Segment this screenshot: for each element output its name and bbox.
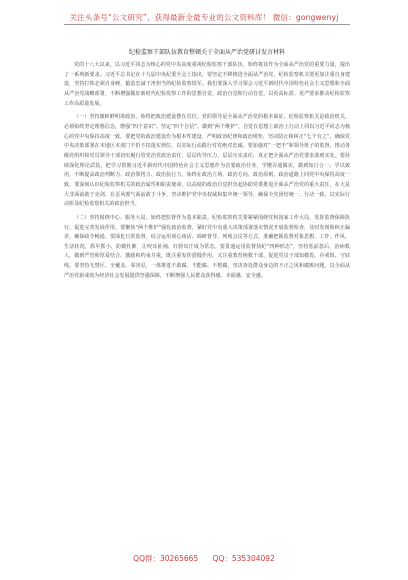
document-body (64, 48, 350, 548)
footer-qq-group: QQ群：30265665 (133, 554, 199, 563)
paragraph-section-2: （二）坚持围绕中心、服务大局，始终把监督作为基本职责。纪检监察机关要紧紧围绕党和国家工作大局，发挥监督保障执行、促进完善发展作用。要聚焦“两个维护”强化政治监督，紧盯党中央重大决策部署落实情况开展监督检查，及时发现和纠正偏差，确保政令畅通。要深化日常监督，综合运用谈心谈话、调研督导、列席会议等方式，准确把握监督对象思想、工作、作风、生活状况，抓早抓小、防微杜渐，让咬耳扯袖、红脸出汗成为常态。要贯通运用监督执纪“四种形态”，坚持惩前毖后、治病救人，做到严管和厚爱结合、激励和约束并重，既注重发挥震慑作用，又注重教育挽救干部，促进党员干部知敬畏、存戒惧、守底线。要坚持无禁区、全覆盖、零容忍，一体推进不敢腐、不能腐、不想腐，坚决查处群众身边的不正之风和腐败问题，以全面从严治党新成效为经济社会发展提供坚强保障，不断增强人民群众获得感、幸福感、安全感。 (64, 214, 350, 279)
document-title: 纪检监察干部队伍教育整顿关于全面从严治党研讨发言材料 (128, 49, 285, 56)
header-banner: 关注头条号“公文研究”，获得最新全最专业的公文资料库！ 微信：gongwenyj (69, 13, 339, 22)
paragraph-section-1: （一）坚持旗帜鲜明讲政治，始终把政治建设摆在首位。党的领导是全面从严治党的根本保证。纪检监察机关是政治机关，必须始终坚定理想信念，增强“四个意识”、坚定“四个自信”、做到“两个维护”，自觉在思想上政治上行动上同以习近平同志为核心的党中央保持高度一致。要把党的政治建设作为根本性建设，严明政治纪律和政治规矩，坚决防止和纠正“七个有之”，确保党中央决策部署在本地区本部门不折不扣落实到位，以实际行动践行对党绝对忠诚。要加强对“一把手”和领导班子的监督，推动各级党组织和党员领导干部切实履行管党治党政治责任，层层传导压力、层层压实责任，真正把全面从严治党要求落到实处。要持续深化理论武装，把学习贯彻习近平新时代中国特色社会主义思想作为首要政治任务，学懂弄通做实，做到知行合一、学以致用，不断提高政治判断力、政治领悟力、政治执行力，始终在政治立场、政治方向、政治原则、政治道路上同党中央保持高度一致。要深刻认识纪检监察机关的政治属性和职责使命，以高度的政治自觉担负起协助党委推进全面从严治党的重大责任，在大是大非面前敢于亮剑、在歪风邪气面前敢于斗争，坚决维护党中央权威和集中统一领导，确保全党团结统一、行动一致，以实际行动彰显纪检监察机关的政治担当。 (64, 114, 350, 208)
header-divider (64, 24, 350, 25)
footer-qq: QQ：535304092 (212, 554, 275, 563)
footer-contact (0, 553, 408, 564)
paragraph-intro: 党的十八大以来，以习近平同志为核心的党中央高度重视纪检监察干部队伍，始终将其作为全面从严治党的重要力量，提出了一系列新要求。习近平总书记在十九届中央纪委全会上指出，要坚定不移推进全面从严治党，纪检监察机关要更加注重自身建设，坚持打铁必须自身硬，锻造忠诚干净担当的纪检监察铁军。我们要深入学习领会习近平新时代中国特色社会主义思想和全面从严治党战略部署，不断增强做好新时代纪检监察工作的思想自觉、政治自觉和行动自觉，以更高标准、更严要求推动纪检监察工作高质量发展。 (64, 62, 350, 107)
